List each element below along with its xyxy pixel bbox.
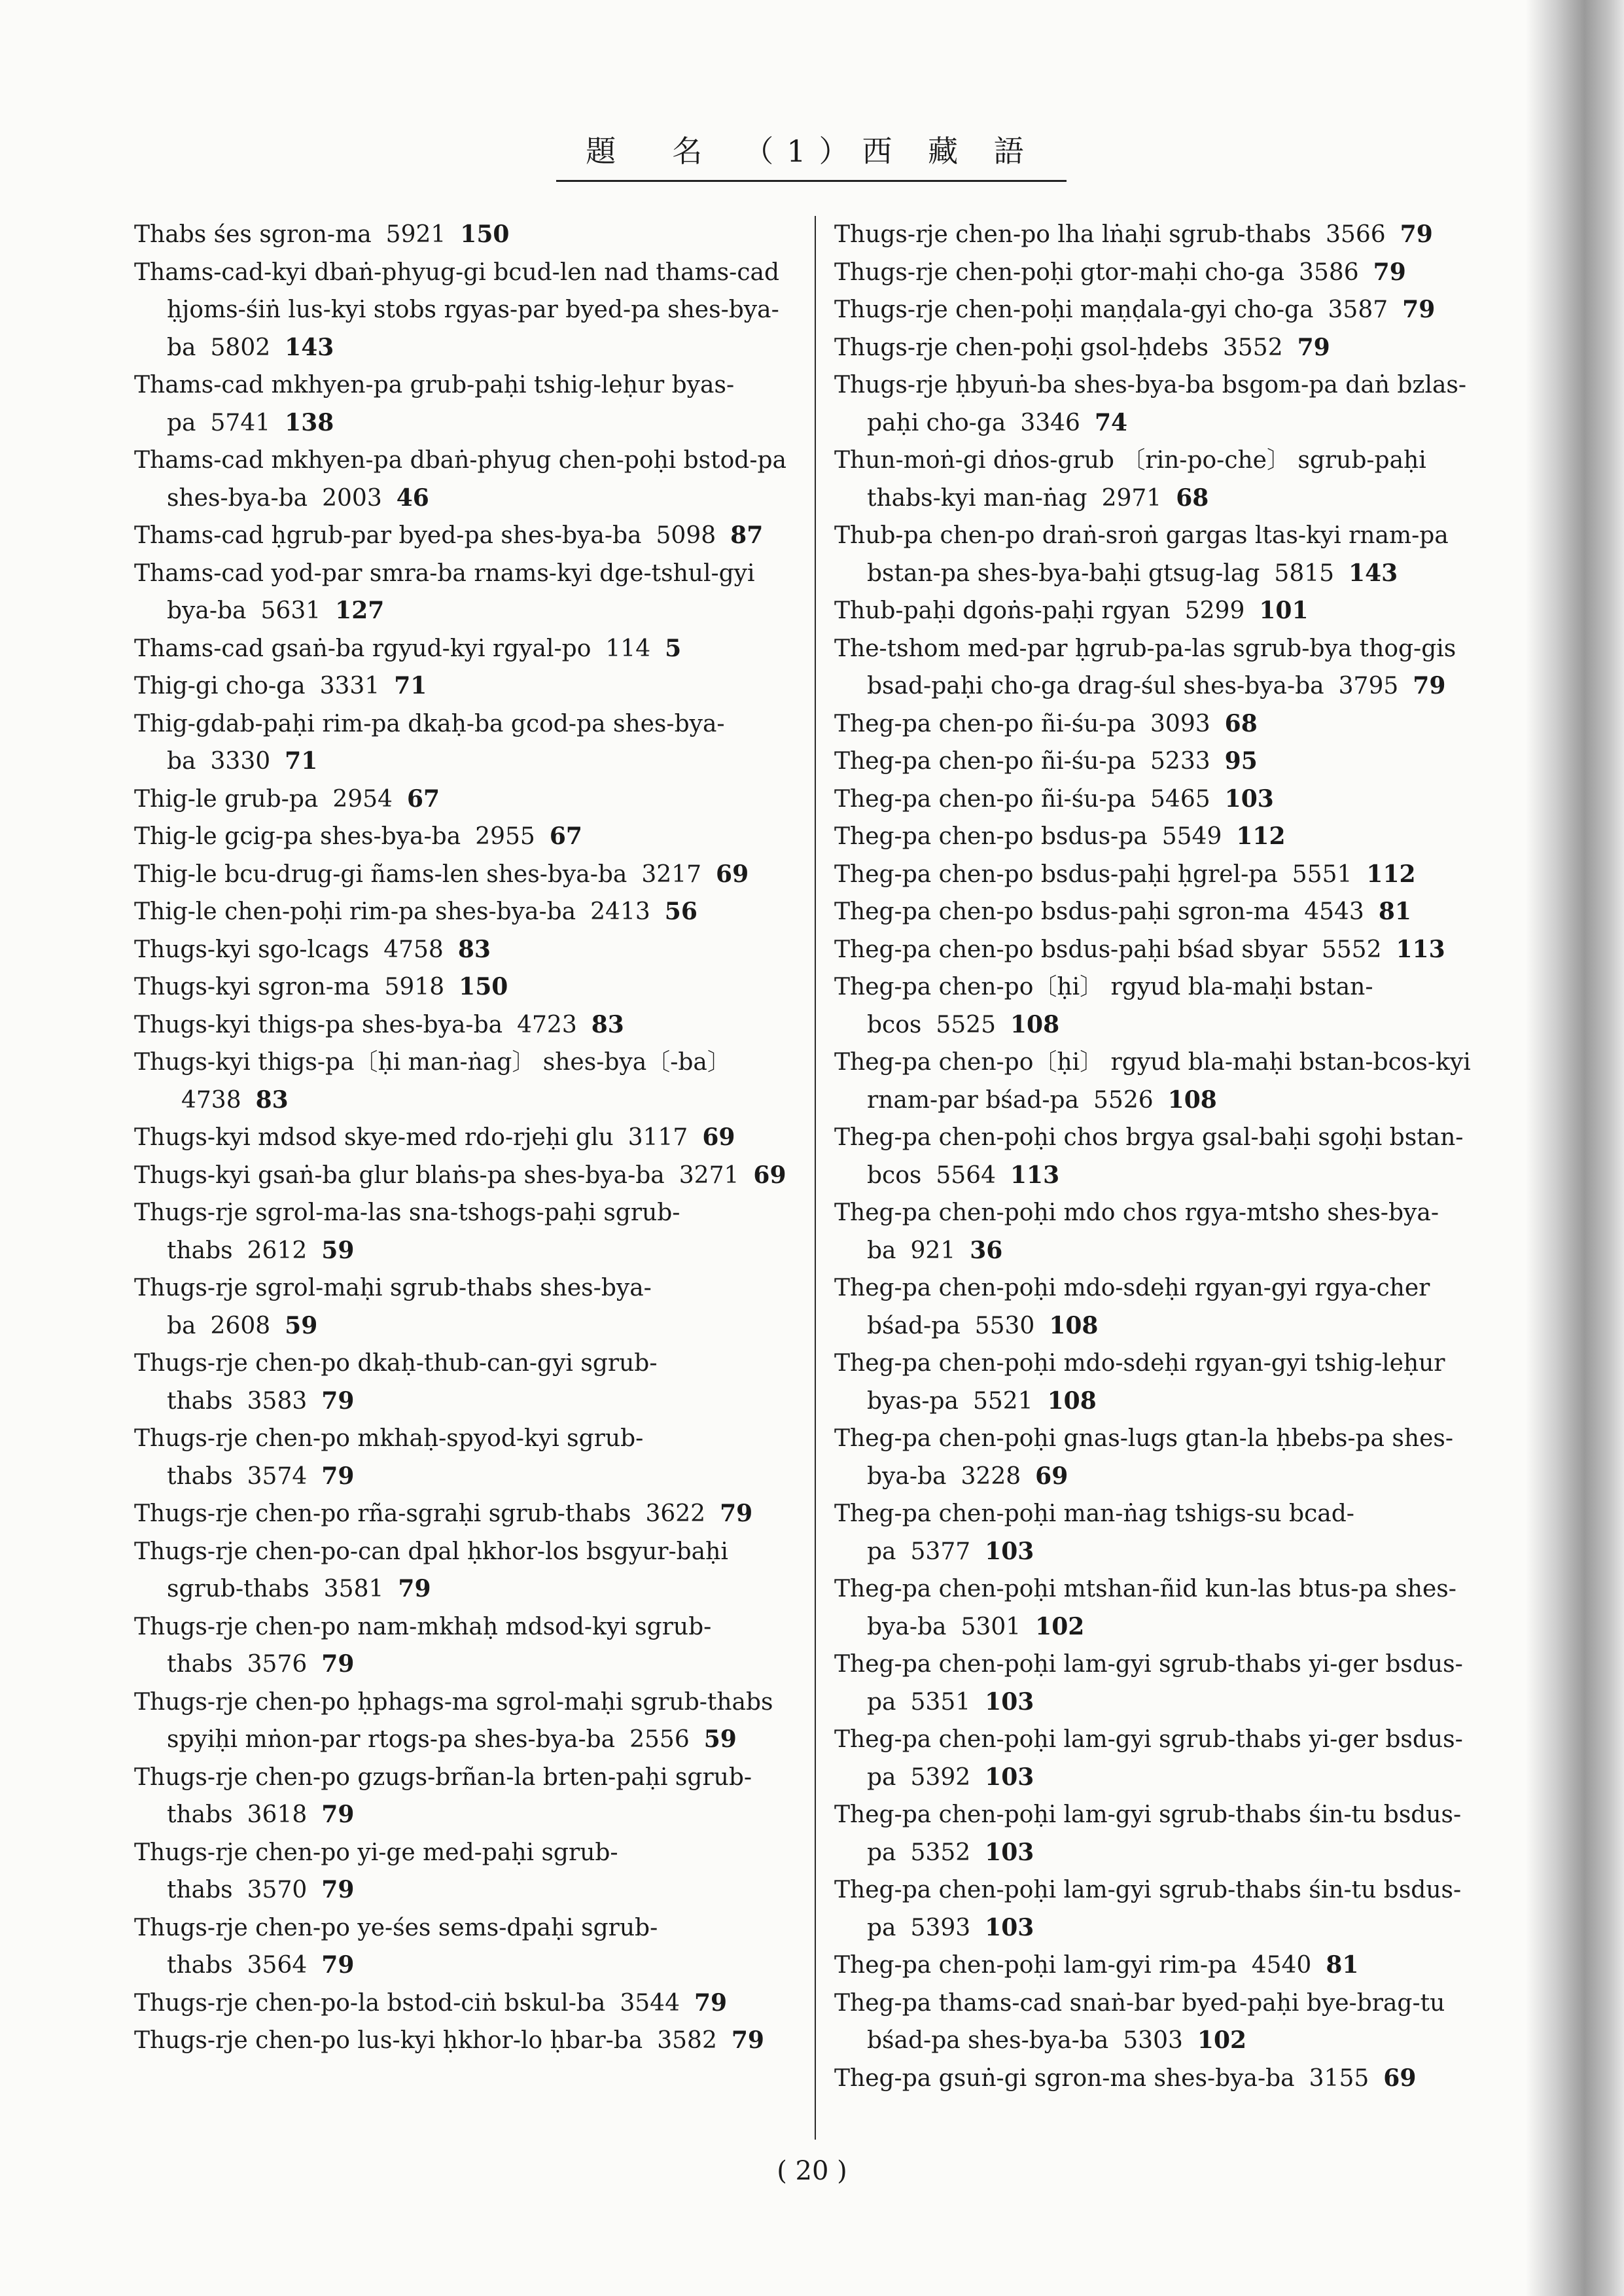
entry-page: 68	[1176, 484, 1209, 512]
index-entry	[834, 1646, 1489, 1721]
entry-title: Theg-pa chen-poḥi man-ṅag tshigs-su bcad-pa	[834, 1500, 1354, 1565]
index-entry	[134, 517, 788, 555]
entry-title: Theg-pa chen-poḥi chos brgya gsal-baḥi sgoḥi bstan-bcos	[834, 1124, 1464, 1189]
entry-number: 4758	[383, 936, 444, 963]
entry-number: 5233	[1150, 748, 1210, 775]
entry-page: 112	[1366, 860, 1416, 888]
entry-page: 56	[664, 898, 697, 925]
index-entry	[834, 1269, 1489, 1345]
entry-number: 5526	[1093, 1086, 1154, 1114]
entry-number: 5521	[973, 1387, 1033, 1415]
entry-number: 3566	[1326, 221, 1386, 248]
entry-number: 921	[910, 1237, 956, 1264]
entry-page: 108	[1010, 1010, 1060, 1038]
index-entry	[834, 291, 1489, 329]
entry-title: Theg-pa chen-po bsdus-paḥi sgron-ma	[834, 898, 1290, 925]
index-entry	[134, 1345, 788, 1420]
entry-page: 108	[1049, 1311, 1099, 1339]
entry-title: Thun-moṅ-gi dṅos-grub 〔rin-po-che〕 sgrub-paḥi thabs-kyi man-ṅag	[834, 447, 1426, 512]
index-entry	[134, 1157, 788, 1195]
entry-number: 3587	[1328, 296, 1388, 323]
entry-title: Thig-le gcig-pa shes-bya-ba	[134, 823, 461, 850]
entry-number: 3228	[961, 1462, 1021, 1490]
entry-number: 5098	[656, 522, 716, 549]
entry-title: Thugs-rje chen-poḥi gtor-maḥi cho-ga	[834, 258, 1285, 286]
index-entry	[834, 2060, 1489, 2098]
entry-number: 5551	[1292, 860, 1352, 888]
index-entry	[134, 216, 788, 254]
index-entry	[834, 1947, 1489, 1985]
entry-page: 103	[985, 1687, 1034, 1716]
entry-page: 79	[1400, 221, 1433, 248]
entry-number: 2003	[322, 484, 382, 512]
entry-number: 5631	[260, 597, 321, 624]
entry-number: 3618	[247, 1801, 308, 1828]
entry-title: Thams-cad yod-par smra-ba rnams-kyi dge-tshul-gyi bya-ba	[134, 559, 755, 624]
entry-number: 3586	[1299, 258, 1359, 286]
entry-page: 79	[321, 1462, 355, 1490]
entry-page: 74	[1094, 408, 1128, 436]
entry-number: 3217	[641, 860, 702, 888]
entry-number: 5918	[384, 974, 445, 1000]
entry-page: 59	[703, 1725, 737, 1753]
entry-number: 4540	[1251, 1952, 1312, 1979]
entry-number: 5301	[961, 1613, 1021, 1640]
entry-title: Thugs-rje sgrol-maḥi sgrub-thabs shes-bya-ba	[134, 1275, 652, 1339]
index-entry	[134, 781, 788, 819]
entry-page: 81	[1378, 898, 1411, 925]
entry-title: Thugs-rje ḥbyuṅ-ba shes-bya-ba bsgom-pa daṅ bzlas-paḥi cho-ga	[834, 372, 1467, 436]
entry-page: 83	[591, 1010, 624, 1038]
entry-title: Theg-pa chen-po bsdus-pa	[834, 823, 1148, 850]
entry-title: Thugs-kyi sgo-lcags	[134, 936, 370, 963]
index-entry	[834, 1570, 1489, 1646]
entry-page: 81	[1326, 1951, 1359, 1979]
entry-page: 59	[285, 1311, 318, 1339]
index-entry	[834, 517, 1489, 592]
entry-title: Thams-cad ḥgrub-par byed-pa shes-bya-ba	[134, 522, 642, 549]
entry-title: Thugs-rje chen-poḥi maṇḍala-gyi cho-ga	[834, 296, 1314, 323]
entry-title: Theg-pa chen-po〔ḥi〕 rgyud bla-maḥi bstan-bcos	[834, 974, 1373, 1038]
entry-page: 79	[694, 1988, 728, 2017]
entry-title: Theg-pa chen-po bsdus-paḥi bśad sbyar	[834, 936, 1307, 963]
entry-title: Thig-le chen-poḥi rim-pa shes-bya-ba	[134, 898, 576, 925]
entry-title: Thugs-rje chen-po rña-sgraḥi sgrub-thabs	[134, 1500, 631, 1527]
entry-page: 113	[1010, 1161, 1060, 1189]
entry-number: 3570	[247, 1877, 308, 1903]
index-entry	[134, 630, 788, 668]
index-entry	[834, 254, 1489, 292]
entry-title: Thugs-rje chen-po ḥphags-ma sgrol-maḥi sgrub-thabs spyiḥi mṅon-par rtogs-pa shes-bya-ba	[134, 1688, 773, 1753]
entry-number: 2608	[210, 1312, 271, 1339]
entry-title: Theg-pa chen-po ñi-śu-pa	[834, 785, 1137, 813]
scan-edge-shadow	[1526, 0, 1624, 2296]
entry-title: Theg-pa chen-poḥi mdo-sdeḥi rgyan-gyi rgya-cher bśad-pa	[834, 1275, 1430, 1339]
index-entry	[834, 1721, 1489, 1796]
entry-page: 102	[1035, 1612, 1085, 1640]
entry-number: 5299	[1184, 597, 1245, 624]
entry-page: 143	[285, 333, 334, 361]
index-entry	[834, 1194, 1489, 1269]
entry-title: The-tshom med-par ḥgrub-pa-las sgrub-bya thog-gis bsad-paḥi cho-ga drag-śul shes-bya-ba	[834, 635, 1456, 699]
entry-title: Thig-gi cho-ga	[134, 673, 306, 699]
entry-number: 5303	[1123, 2027, 1183, 2054]
entry-page: 79	[321, 1386, 355, 1415]
entry-number: 3582	[657, 2027, 717, 2054]
entry-page: 150	[460, 221, 510, 248]
entry-title: Theg-pa chen-poḥi mtshan-ñid kun-las btus-pa shes-bya-ba	[834, 1576, 1456, 1640]
entry-title: Thugs-rje chen-po nam-mkhaḥ mdsod-kyi sgrub-thabs	[134, 1613, 712, 1678]
index-entry	[834, 1044, 1489, 1119]
entry-title: Thugs-rje chen-po-la bstod-ciṅ bskul-ba	[134, 1989, 606, 2017]
entry-title: Theg-pa chen-poḥi lam-gyi sgrub-thabs yi-ger bsdus-pa	[834, 1651, 1463, 1716]
index-entry	[834, 931, 1489, 969]
entry-title: Thugs-rje chen-po yi-ge med-paḥi sgrub-thabs	[134, 1839, 618, 1903]
entry-page: 79	[321, 1876, 355, 1903]
entry-title: Theg-pa chen-poḥi lam-gyi sgrub-thabs śin-tu bsdus-pa	[834, 1801, 1462, 1866]
entry-page: 87	[730, 521, 764, 549]
index-entry	[834, 1495, 1489, 1570]
index-entry	[834, 366, 1489, 442]
entry-page: 143	[1349, 559, 1398, 587]
index-entry	[834, 705, 1489, 743]
index-entry	[134, 968, 788, 1006]
entry-page: 79	[1373, 258, 1406, 286]
entry-number: 4543	[1304, 898, 1364, 925]
entry-page: 113	[1396, 935, 1445, 963]
entry-number: 3574	[247, 1462, 308, 1490]
entry-title: Theg-pa chen-poḥi mdo-sdeḥi rgyan-gyi tshig-leḥur byas-pa	[834, 1350, 1445, 1415]
index-entry	[834, 1345, 1489, 1420]
entry-title: Thams-cad-kyi dbaṅ-phyug-gi bcud-len nad thams-cad ḥjoms-śiṅ lus-kyi stobs rgyas-par byed-pa shes-bya-ba	[134, 258, 779, 361]
entry-number: 5525	[936, 1011, 996, 1038]
index-entry	[134, 1269, 788, 1345]
index-entry	[134, 1834, 788, 1909]
entry-page: 69	[1035, 1462, 1068, 1490]
entry-number: 3271	[679, 1161, 739, 1189]
entry-title: Theg-pa chen-poḥi gnas-lugs gtan-la ḥbebs-pa shes-bya-ba	[834, 1425, 1454, 1490]
index-entry	[834, 592, 1489, 630]
entry-number: 3576	[247, 1651, 308, 1678]
entry-page: 127	[335, 597, 385, 624]
entry-title: Thugs-rje chen-po lus-kyi ḥkhor-lo ḥbar-ba	[134, 2027, 643, 2054]
entry-number: 5552	[1321, 936, 1382, 963]
entry-number: 5465	[1150, 785, 1210, 813]
entry-number: 2954	[332, 785, 393, 813]
entry-title: Theg-pa chen-poḥi lam-gyi rim-pa	[834, 1952, 1237, 1979]
index-entry	[134, 1495, 788, 1533]
entry-number: 2413	[590, 898, 650, 925]
entry-page: 95	[1224, 747, 1258, 775]
index-entry	[134, 1194, 788, 1269]
entry-number: 3583	[247, 1387, 308, 1415]
index-entry	[134, 856, 788, 894]
entry-number: 3564	[247, 1952, 308, 1979]
entry-title: Thams-cad mkhyen-pa dbaṅ-phyug chen-poḥi bstod-pa shes-bya-ba	[134, 447, 787, 512]
index-entry	[134, 1985, 788, 2022]
entry-number: 3093	[1150, 710, 1210, 737]
entry-page: 150	[459, 973, 508, 1000]
entry-page: 79	[1402, 296, 1436, 323]
index-entry	[134, 931, 788, 969]
entry-page: 68	[1224, 709, 1258, 737]
entry-title: Thugs-rje chen-po-can dpal ḥkhor-los bsgyur-baḥi sgrub-thabs	[134, 1538, 728, 1602]
index-entry	[134, 254, 788, 367]
entry-title: Theg-pa thams-cad snaṅ-bar byed-paḥi bye-brag-tu bśad-pa shes-bya-ba	[834, 1989, 1445, 2054]
entry-number: 3331	[319, 673, 380, 699]
entry-number: 3552	[1222, 334, 1283, 361]
entry-number: 4738	[181, 1086, 241, 1114]
index-entry	[134, 1608, 788, 1684]
index-entry	[134, 366, 788, 442]
entry-title: Theg-pa gsuṅ-gi sgron-ma shes-bya-ba	[834, 2064, 1295, 2092]
index-entry	[834, 442, 1489, 517]
entry-title: Thams-cad mkhyen-pa grub-paḥi tshig-leḥur byas-pa	[134, 372, 735, 436]
entry-number: 3581	[323, 1576, 384, 1602]
entry-title: Thig-le grub-pa	[134, 785, 319, 813]
entry-number: 5530	[974, 1312, 1035, 1339]
entry-page: 108	[1047, 1386, 1097, 1415]
index-entry	[834, 781, 1489, 819]
entry-page: 103	[985, 1838, 1034, 1866]
entry-number: 3346	[1020, 409, 1080, 436]
entry-page: 103	[985, 1763, 1034, 1791]
entry-page: 5	[665, 634, 682, 662]
entry-title: Thig-le bcu-drug-gi ñams-len shes-bya-ba	[134, 860, 627, 888]
index-entry	[834, 893, 1489, 931]
entry-page: 79	[1297, 333, 1330, 361]
index-entry	[134, 1759, 788, 1834]
entry-title: Thub-pa chen-po draṅ-sroṅ gargas ltas-kyi rnam-pa bstan-pa shes-bya-baḥi gtsug-lag	[834, 522, 1449, 587]
index-entry	[134, 555, 788, 630]
index-entry	[134, 442, 788, 517]
entry-page: 69	[753, 1161, 786, 1189]
column-divider	[815, 216, 816, 2140]
entry-title: Theg-pa chen-poḥi lam-gyi sgrub-thabs śin-tu bsdus-pa	[834, 1877, 1462, 1941]
entry-number: 5351	[910, 1688, 971, 1716]
entry-page: 46	[396, 484, 429, 512]
index-entry	[834, 1796, 1489, 1871]
entry-title: Thabs śes sgron-ma	[134, 221, 372, 248]
index-entry	[834, 856, 1489, 894]
entry-page: 36	[970, 1236, 1003, 1264]
entry-page: 103	[1224, 785, 1274, 813]
entry-page: 71	[285, 747, 318, 775]
entry-title: Thugs-kyi gsaṅ-ba glur blaṅs-pa shes-bya-ba	[134, 1161, 665, 1189]
index-entry	[134, 705, 788, 781]
entry-number: 3544	[620, 1989, 680, 2017]
entry-page: 79	[321, 1951, 355, 1979]
index-entry	[134, 818, 788, 856]
entry-page: 69	[716, 860, 749, 888]
entry-number: 114	[605, 635, 651, 662]
entry-title: Thub-paḥi dgoṅs-paḥi rgyan	[834, 597, 1171, 624]
index-entry	[134, 2022, 788, 2060]
index-entry	[834, 1871, 1489, 1947]
entry-page: 79	[398, 1575, 431, 1602]
entry-title: Theg-pa chen-poḥi mdo chos rgya-mtsho shes-bya-ba	[834, 1199, 1439, 1264]
entry-title: Thig-gdab-paḥi rim-pa dkaḥ-ba gcod-pa shes-bya-ba	[134, 710, 725, 775]
entry-number: 3117	[627, 1124, 688, 1151]
entry-page: 59	[321, 1236, 355, 1264]
entry-page: 71	[394, 672, 427, 699]
index-entry	[834, 818, 1489, 856]
index-entry	[134, 1044, 788, 1119]
entry-title: Thugs-kyi mdsod skye-med rdo-rjeḥi glu	[134, 1124, 614, 1151]
entry-number: 5921	[385, 221, 446, 248]
entry-number: 3330	[210, 748, 271, 775]
entry-page: 138	[285, 408, 334, 436]
index-entry	[834, 968, 1489, 1044]
entry-title: Theg-pa chen-po〔ḥi〕 rgyud bla-maḥi bstan-bcos-kyi rnam-par bśad-pa	[834, 1049, 1471, 1114]
entry-page: 67	[406, 785, 440, 813]
entry-page: 112	[1236, 822, 1286, 850]
entry-number: 3622	[645, 1500, 706, 1527]
entry-page: 103	[985, 1913, 1034, 1941]
entry-page: 79	[720, 1500, 753, 1527]
index-entry	[834, 1985, 1489, 2060]
index-entry	[834, 1420, 1489, 1495]
entry-number: 5377	[910, 1538, 971, 1565]
index-entry	[134, 1119, 788, 1157]
entry-title: Thams-cad gsaṅ-ba rgyud-kyi rgyal-po	[134, 635, 591, 662]
entry-title: Thugs-kyi thigs-pa shes-bya-ba	[134, 1011, 503, 1038]
entry-number: 5352	[910, 1839, 971, 1866]
entry-page: 79	[321, 1650, 355, 1678]
entry-number: 4723	[517, 1011, 577, 1038]
entry-page: 83	[457, 935, 491, 963]
entry-number: 2955	[475, 823, 535, 850]
entry-title: Theg-pa chen-po bsdus-paḥi ḥgrel-pa	[834, 860, 1278, 888]
entry-number: 5564	[936, 1161, 996, 1189]
entry-number: 5392	[910, 1763, 971, 1791]
entry-page: 83	[255, 1086, 289, 1114]
index-entry	[134, 1420, 788, 1495]
entry-title: Theg-pa chen-poḥi lam-gyi sgrub-thabs yi-ger bsdus-pa	[834, 1726, 1463, 1791]
entry-number: 2612	[247, 1237, 308, 1264]
index-entry	[834, 329, 1489, 367]
entry-page: 103	[985, 1537, 1034, 1565]
index-entry	[834, 743, 1489, 781]
entry-title: Thugs-rje chen-po gzugs-brñan-la brten-paḥi sgrub-thabs	[134, 1763, 752, 1828]
index-entry	[134, 667, 788, 705]
entry-number: 5393	[910, 1914, 971, 1941]
entry-title: Thugs-rje sgrol-ma-las sna-tshogs-paḥi sgrub-thabs	[134, 1199, 680, 1264]
entry-page: 79	[321, 1801, 355, 1828]
entry-number: 5815	[1274, 559, 1335, 587]
entry-page: 69	[702, 1123, 735, 1151]
index-entry	[134, 893, 788, 931]
entry-title: Thugs-rje chen-po lha lṅaḥi sgrub-thabs	[834, 221, 1312, 248]
entry-title: Thugs-rje chen-po ye-śes sems-dpaḥi sgrub-thabs	[134, 1914, 658, 1979]
entry-number: 5549	[1161, 823, 1222, 850]
right-column	[834, 216, 1489, 2097]
index-entry	[134, 1006, 788, 1044]
entry-title: Thugs-rje chen-po dkaḥ-thub-can-gyi sgrub-thabs	[134, 1350, 658, 1415]
entry-title: Thugs-rje chen-po mkhaḥ-spyod-kyi sgrub-thabs	[134, 1425, 644, 1490]
entry-page: 79	[1413, 672, 1446, 699]
entry-page: 108	[1167, 1086, 1217, 1114]
index-entry	[134, 1909, 788, 1985]
index-entry	[834, 216, 1489, 254]
entry-page: 101	[1259, 597, 1309, 624]
entry-number: 2971	[1101, 484, 1162, 512]
index-entry	[134, 1533, 788, 1608]
entry-title: Theg-pa chen-po ñi-śu-pa	[834, 748, 1137, 775]
index-entry	[834, 630, 1489, 705]
entry-title: Thugs-kyi thigs-pa〔ḥi man-ṅag〕 shes-bya〔-ba〕	[134, 1049, 731, 1076]
page-header: 題 名 （1）西 藏 語	[556, 128, 1067, 182]
entry-title: Thugs-rje chen-poḥi gsol-ḥdebs	[834, 334, 1209, 361]
entry-page: 69	[1383, 2064, 1417, 2092]
entry-number: 5741	[210, 409, 271, 436]
index-entry	[834, 1119, 1489, 1194]
entry-number: 2556	[629, 1726, 690, 1753]
entry-number: 3795	[1338, 673, 1399, 699]
index-entry	[134, 1684, 788, 1759]
left-column	[134, 216, 788, 2060]
entry-title: Theg-pa chen-po ñi-śu-pa	[834, 710, 1137, 737]
entry-page: 79	[731, 2026, 764, 2054]
page-number: ( 20 )	[777, 2156, 847, 2186]
entry-page: 67	[549, 822, 582, 850]
entry-number: 5802	[210, 334, 271, 361]
entry-number: 3155	[1309, 2064, 1369, 2092]
entry-title: Thugs-kyi sgron-ma	[134, 974, 370, 1000]
entry-page: 102	[1197, 2026, 1247, 2054]
